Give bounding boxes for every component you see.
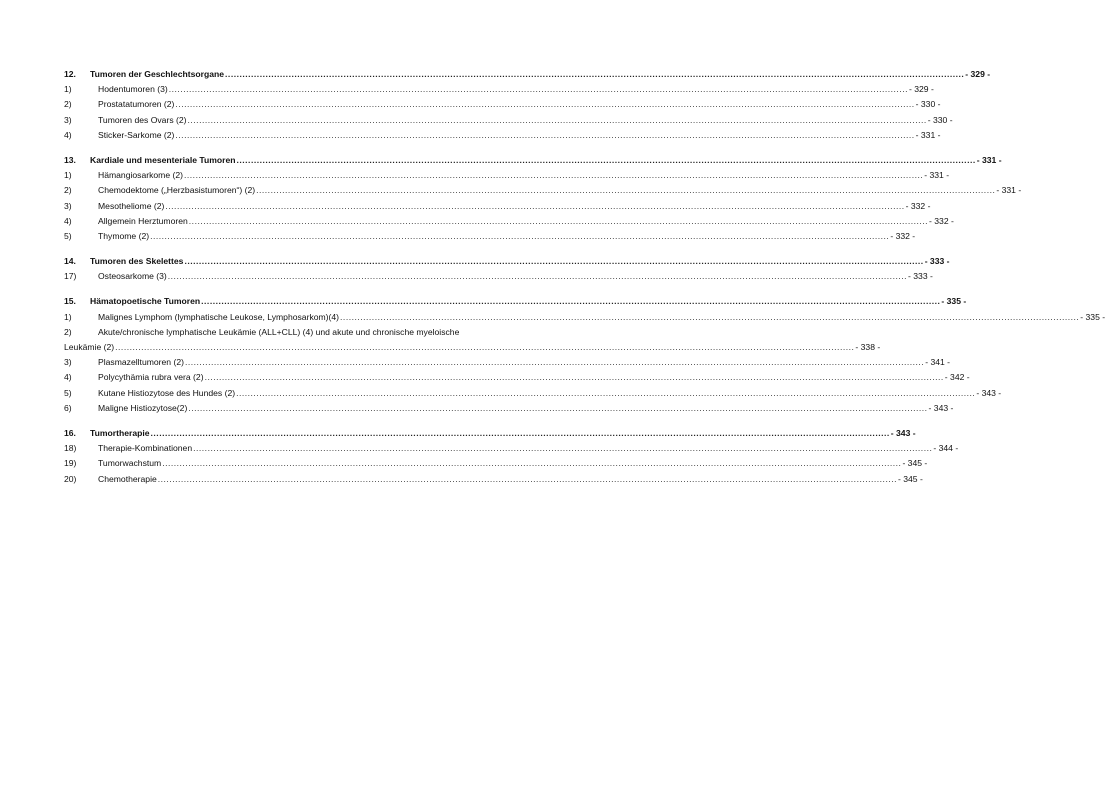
entry-number: 17) (64, 271, 77, 282)
entry-number: 4) (64, 129, 72, 140)
entry-number: 6) (64, 402, 72, 413)
entry-title: Thymome (2) (98, 230, 150, 241)
page-number: - 344 - (933, 443, 959, 454)
toc-entry[interactable] (64, 472, 923, 487)
page-number: - 332 - (929, 215, 954, 226)
toc-entry[interactable] (64, 128, 941, 143)
dot-leader (158, 472, 897, 487)
entry-number: 18) (64, 443, 77, 454)
page-number: - 330 - (927, 114, 953, 125)
dot-leader (201, 294, 940, 309)
dot-leader (188, 113, 927, 128)
toc-entry[interactable] (64, 97, 941, 112)
page-number: - 331 - (915, 129, 941, 140)
entry-title: Chemodektome („Herzbasistumoren“) (2) (98, 185, 256, 196)
entry-number: 3) (64, 200, 72, 211)
page-number: - 343 - (890, 427, 916, 438)
page-number: - 345 - (898, 473, 923, 484)
dot-leader (151, 426, 890, 441)
page-number: - 335 - (941, 296, 967, 307)
toc-entry[interactable] (64, 386, 1002, 401)
entry-number: 19) (64, 458, 77, 469)
entry-title: Plasmazelltumoren (2) (98, 357, 184, 368)
entry-title: Polycythämia rubra vera (2) (98, 372, 204, 383)
entry-number: 4) (64, 372, 72, 383)
page-number: - 343 - (976, 387, 1002, 398)
dot-leader (175, 128, 914, 143)
entry-title: Kutane Histiozytose des Hundes (2) (98, 387, 236, 398)
dot-leader (184, 168, 923, 183)
section-number: 16. (64, 427, 76, 438)
page-number: - 330 - (915, 99, 941, 110)
dot-leader (168, 269, 907, 284)
entry-title: Akute/chronische lymphatische Leukämie (ALL+CLL) (4) und akute und chronische myeloische (98, 326, 460, 337)
dot-leader (184, 254, 923, 269)
dot-leader (165, 199, 904, 214)
section-title: Hämatopoetische Tumoren (90, 296, 201, 307)
page-number: - 335 - (1080, 311, 1105, 322)
toc-heading[interactable] (64, 254, 950, 269)
toc-entry[interactable] (64, 401, 954, 416)
entry-number: 20) (64, 473, 77, 484)
entry-number: 2) (64, 185, 72, 196)
entry-number: 2) (64, 326, 72, 337)
toc-entry[interactable] (64, 82, 934, 97)
toc-section-12 (64, 67, 991, 143)
toc-entry[interactable] (64, 370, 970, 385)
section-number: 13. (64, 154, 76, 165)
entry-title: Mesotheliome (2) (98, 200, 165, 211)
page-number: - 338 - (855, 342, 881, 352)
dot-leader (236, 386, 975, 401)
page-number: - 333 - (908, 271, 933, 282)
entry-number: 5) (64, 230, 72, 241)
entry-title: Osteosarkome (3) (98, 271, 167, 282)
entry-title: Hodentumoren (3) (98, 84, 168, 95)
toc-heading[interactable] (64, 426, 916, 441)
page-number: - 331 - (924, 170, 950, 181)
toc-entry[interactable] (64, 229, 916, 244)
dot-leader (150, 229, 889, 244)
entry-title-continuation: Leukämie (2) (64, 342, 115, 352)
section-number: 14. (64, 256, 76, 267)
page-number: - 329 - (908, 84, 934, 95)
page-number: - 332 - (905, 200, 931, 211)
section-number: 15. (64, 296, 76, 307)
section-title: Kardiale und mesenteriale Tumoren (90, 154, 236, 165)
dot-leader (193, 441, 932, 456)
entry-title: Sticker-Sarkome (2) (98, 129, 175, 140)
entry-title: Malignes Lymphom (lymphatische Leukose, Lymphosarkom)(4) (98, 311, 340, 322)
toc-heading[interactable] (64, 294, 967, 309)
toc-entry[interactable] (64, 168, 950, 183)
toc-heading[interactable] (64, 153, 1002, 168)
toc-section-14 (64, 254, 950, 284)
entry-title: Hämangiosarkome (2) (98, 170, 184, 181)
dot-leader (225, 67, 964, 82)
toc-section-16 (64, 426, 959, 487)
entry-title: Tumorwachstum (98, 458, 162, 469)
entry-continuation-line (64, 340, 881, 355)
page-number: - 331 - (976, 154, 1002, 165)
dot-leader (188, 401, 927, 416)
dot-leader (169, 82, 908, 97)
dot-leader (340, 310, 1079, 325)
toc-entry[interactable] (64, 183, 1022, 198)
entry-number: 4) (64, 215, 72, 226)
entry-number: 3) (64, 114, 72, 125)
toc-entry[interactable] (64, 441, 959, 456)
page-number: - 341 - (925, 357, 951, 368)
toc-section-13 (64, 153, 1022, 244)
toc-entry[interactable] (64, 113, 953, 128)
dot-leader (175, 97, 914, 112)
section-title: Tumortherapie (90, 427, 150, 438)
page-number: - 345 - (902, 458, 928, 469)
toc-entry[interactable] (64, 310, 1105, 325)
table-of-contents (64, 67, 1105, 497)
section-title: Tumoren der Geschlechtsorgane (90, 69, 225, 79)
dot-leader (185, 355, 924, 370)
toc-entry[interactable] (64, 355, 951, 370)
page-number: - 331 - (996, 185, 1022, 196)
entry-number: 1) (64, 84, 72, 95)
entry-title: Chemotherapie (98, 473, 157, 484)
entry-title: Prostatatumoren (2) (98, 99, 175, 110)
entry-first-line (64, 325, 507, 340)
dot-leader (256, 183, 995, 198)
dot-leader (189, 214, 928, 229)
entry-title: Therapie-Kombinationen (98, 443, 193, 454)
toc-heading[interactable] (64, 67, 991, 82)
page-number: - 342 - (944, 372, 970, 383)
dot-leader (205, 370, 944, 385)
toc-entry[interactable] (64, 269, 933, 284)
entry-title: Tumoren des Ovars (2) (98, 114, 187, 125)
entry-number: 1) (64, 170, 72, 181)
entry-number: 2) (64, 99, 72, 110)
entry-number: 5) (64, 387, 72, 398)
toc-section-15 (64, 294, 1105, 416)
toc-entry[interactable] (64, 456, 928, 471)
section-title: Tumoren des Skelettes (90, 256, 184, 267)
dot-leader (237, 153, 976, 168)
toc-entry-multiline[interactable] (64, 325, 881, 355)
page-number: - 332 - (890, 230, 916, 241)
toc-entry[interactable] (64, 214, 954, 229)
page-number: - 333 - (924, 256, 950, 267)
toc-entry[interactable] (64, 199, 931, 214)
entry-number: 1) (64, 311, 72, 322)
page-number: - 329 - (965, 69, 991, 79)
entry-title: Allgemein Herztumoren (98, 215, 188, 226)
entry-number: 3) (64, 357, 72, 368)
dot-leader (162, 456, 901, 471)
dot-leader (115, 340, 854, 355)
section-number: 12. (64, 69, 76, 79)
entry-title: Maligne Histiozytose(2) (98, 402, 188, 413)
page-number: - 343 - (928, 402, 954, 413)
